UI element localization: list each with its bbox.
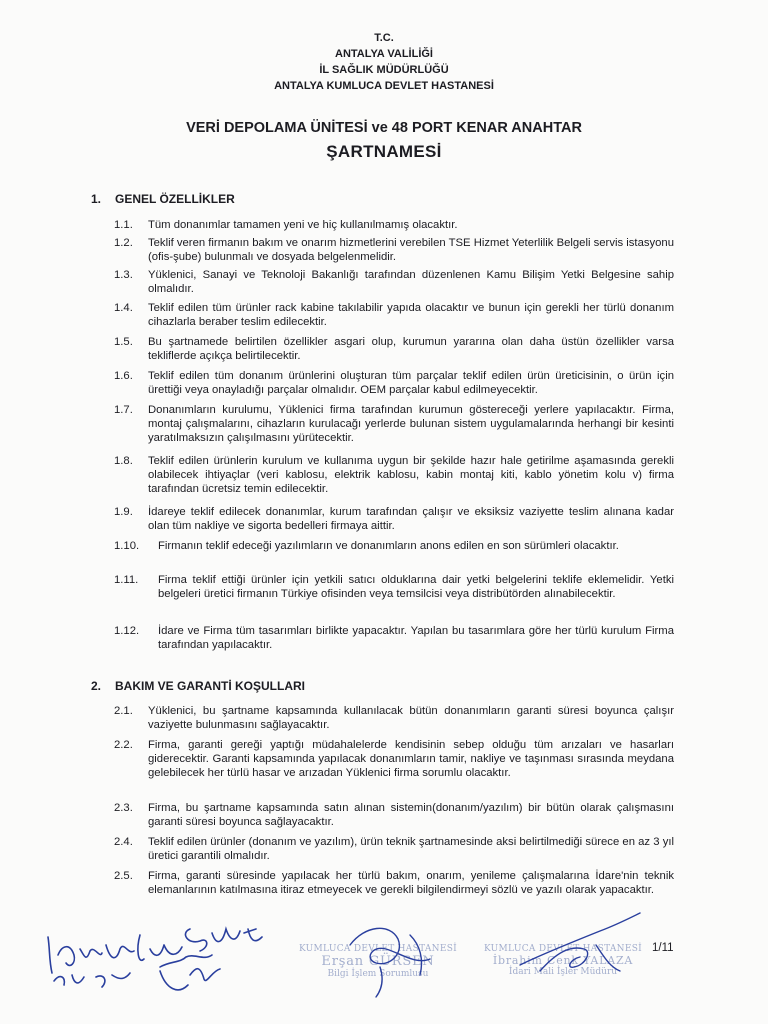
header-line-valilik: ANTALYA VALİLİĞİ: [335, 48, 433, 60]
list-item: [114, 335, 674, 363]
list-item: [114, 704, 674, 732]
document-header: [0, 30, 768, 94]
item-number: 2.4.: [114, 836, 133, 848]
list-item: [114, 801, 674, 829]
item-text: Firma, garanti süresinde yapılacak her türlü bakım, onarım, yenileme çalışmalarına İdare'nin teknik elemanlarının katılmasına itiraz etmeyecek ve gerekli bilgilendirmeyi sözlü ve yazılı olarak yapacaktır.: [148, 870, 674, 897]
item-number: 2.2.: [114, 739, 133, 751]
item-number: 1.6.: [114, 370, 133, 382]
list-item: [114, 835, 674, 863]
item-number: 1.8.: [114, 455, 133, 467]
section-heading-genel: [91, 192, 235, 206]
list-item: [114, 505, 674, 533]
stamp-line: KUMLUCA DEVLET HASTANESİ: [298, 944, 458, 954]
document-subtitle: ŞARTNAMESİ: [326, 142, 442, 161]
stamp-line: Erşan GÜRSEN: [321, 954, 435, 969]
item-text: Firma, garanti gereği yaptığı müdahalelerde kendisinin sebep olduğu tüm arızaları ve hasarları giderecektir. Garanti kapsamında yapılacak donanımların tamir, nakliye ve taşınması sırasında meydana gelebilecek her türlü hasar ve arızadan Yüklenici firma sorumlu olacaktır.: [148, 739, 674, 780]
item-text: İdareye teklif edilecek donanımlar, kurum tarafından çalışır ve eksiksiz vaziyette teslim alınana kadar olan tüm nakliye ve sigorta bedelleri firmaya aittir.: [148, 506, 674, 533]
list-item: [114, 236, 674, 264]
item-number: 2.3.: [114, 802, 133, 814]
item-text: Teklif edilen ürünlerin kurulum ve kullanıma uygun bir şekilde hazır hale getirilme aşamasında gerekli olabilecek ihtiyaçlar (veri kablosu, elektrik kablosu, kabin montaj kiti, kablo yönetim kolu v) firma tarafından ücretsiz temin edilecektir.: [148, 455, 674, 496]
item-number: 2.1.: [114, 705, 133, 717]
item-text: Firmanın teklif edeceği yazılımların ve donanımların anons edilen en son sürümleri olacaktır.: [158, 540, 619, 552]
list-item: [114, 539, 674, 553]
item-number: 1.5.: [114, 336, 133, 348]
item-number: 2.5.: [114, 870, 133, 882]
item-number: 1.10.: [114, 540, 140, 552]
item-number: 1.4.: [114, 302, 133, 314]
item-text: Firma, bu şartname kapsamında satın alınan sistemin(donanım/yazılım) bir bütün olarak çalışmasını garanti süresi boyunca sağlayacaktır.: [148, 802, 674, 829]
page-number: 1/11: [652, 942, 674, 954]
list-item: [114, 869, 674, 897]
header-line-tc: T.C.: [374, 32, 394, 44]
item-text: Tüm donanımlar tamamen yeni ve hiç kullanılmamış olacaktır.: [148, 219, 458, 231]
list-item: [114, 573, 674, 601]
item-text: Yüklenici, bu şartname kapsamında kullanılacak bütün donanımların garanti süresi boyunca çalışır vaziyette bulunmasını sağlayacaktır.: [148, 705, 674, 732]
list-item: [114, 218, 674, 232]
item-text: Teklif edilen tüm donanım ürünlerini oluşturan tüm parçalar teklif edilen ürün üreticisinin, o ürün için ürettiği veya onayladığı parçalar olmalıdır. OEM parçalar kabul edilmeyecektir.: [148, 370, 674, 397]
signature-middle: [320, 905, 460, 1005]
header-line-mudurluk: İL SAĞLIK MÜDÜRLÜĞÜ: [319, 64, 449, 76]
item-number: 1.3.: [114, 269, 133, 281]
item-number: 1.12.: [114, 625, 140, 637]
section-number: 2.: [91, 679, 102, 693]
item-number: 1.11.: [114, 574, 139, 586]
item-number: 1.9.: [114, 506, 133, 518]
item-text: Teklif veren firmanın bakım ve onarım hizmetlerini verebilen TSE Hizmet Yeterlilik Belgeli servis istasyonu (ofis-şube) bulunmalı ve dosyada belgelenmelidir.: [148, 237, 674, 264]
item-text: Donanımların kurulumu, Yüklenici firma tarafından kurumun göstereceği yerlere yapılacaktır. Firma, montaj çalışmalarını, cihazların kurulacağı yerlerde bulunan sistem uygulamalarında herhangi bir kesinti yaratılmaksızın çalışılmasını yürütecektir.: [148, 404, 674, 445]
stamp-line: Bilgi İşlem Sorumlusu: [327, 969, 429, 979]
item-text: Yüklenici, Sanayi ve Teknoloji Bakanlığı tarafından düzenlenen Kamu Bilişim Yetki Belgesine sahip olmalıdır.: [148, 269, 674, 296]
stamp-line: KUMLUCA DEVLET HASTANESİ: [483, 944, 643, 954]
document-title: VERİ DEPOLAMA ÜNİTESİ ve 48 PORT KENAR ANAHTAR: [186, 120, 582, 136]
section-heading-bakim: [91, 679, 305, 693]
item-number: 1.7.: [114, 404, 133, 416]
item-number: 1.2.: [114, 237, 133, 249]
stamp-line: İbrahim Cenk YALAZA: [492, 954, 634, 967]
stamp-line: İdari Mali İşler Müdürü: [508, 967, 618, 977]
item-text: Bu şartnamede belirtilen özellikler asgari olup, kurumun yararına olan daha üstün özellikler varsa tekliflerde açıkça belirtilecektir.: [148, 336, 674, 363]
item-text: Firma teklif ettiği ürünler için yetkili satıcı olduklarına dair yetki belgelerini teklife eklemelidir. Yetki belgeleri üretici firmanın Türkiye ofisinden veya temsilcisi veya distribütörden alınabilecektir.: [158, 574, 674, 601]
section-title: GENEL ÖZELLİKLER: [115, 192, 235, 206]
list-item: [114, 738, 674, 781]
item-text: Teklif edilen tüm ürünler rack kabine takılabilir yapıda olacaktır ve bunun için gerekli her türlü donanım cihazlarla beraber teslim edilecektir.: [148, 302, 674, 329]
item-text: İdare ve Firma tüm tasarımları birlikte yapacaktır. Yapılan bu tasarımlara göre her türlü kurulum Firma tarafından yapılacaktır.: [158, 625, 674, 652]
header-line-hastane: ANTALYA KUMLUCA DEVLET HASTANESİ: [274, 80, 494, 92]
item-number: 1.1.: [114, 219, 133, 231]
item-text: Teklif edilen ürünler (donanım ve yazılım), ürün teknik şartnamesinde aksi belirtilmediği sürece en az 3 yıl üretici garantili olmalıdır.: [148, 836, 674, 863]
list-item: [114, 268, 674, 296]
list-item: [114, 454, 674, 497]
section-title: BAKIM VE GARANTİ KOŞULLARI: [115, 679, 305, 693]
list-item: [114, 301, 674, 329]
list-item: [114, 369, 674, 397]
list-item: [114, 403, 674, 446]
section-number: 1.: [91, 192, 102, 206]
signature-right: [500, 905, 650, 1005]
handwritten-signature-left: [40, 915, 280, 1005]
list-item: [114, 624, 674, 652]
